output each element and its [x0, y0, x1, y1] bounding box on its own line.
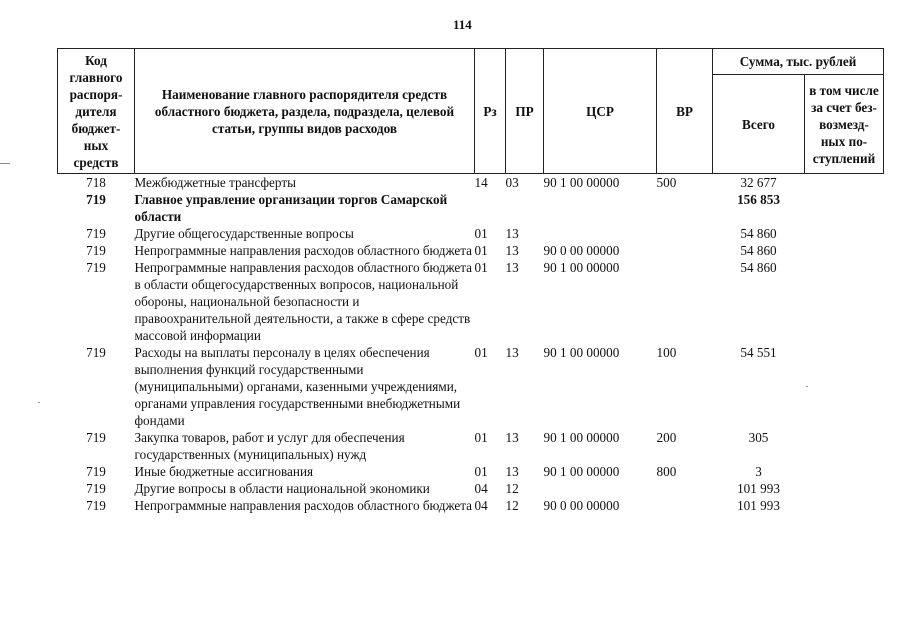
cell-name: Другие вопросы в области национальной экономики	[134, 481, 430, 496]
cell-including	[805, 344, 884, 429]
cell-name: Главное управление организации торгов Самарской области	[134, 192, 448, 224]
cell-vr: 800	[656, 464, 677, 479]
cell-total: 101 993	[737, 498, 780, 513]
cell-code: 719	[86, 243, 106, 258]
cell-total: 54 551	[740, 345, 777, 360]
scan-speck	[806, 386, 808, 387]
table-row	[58, 242, 884, 259]
cell-rz: 01	[474, 226, 488, 241]
cell-csr: 90 0 00 00000	[543, 498, 620, 513]
cell-pr: 13	[505, 345, 519, 360]
cell-pr: 13	[505, 430, 519, 445]
scan-speck	[38, 402, 40, 403]
header-csr: ЦСР	[544, 49, 657, 174]
cell-total: 54 860	[740, 226, 777, 241]
table-row	[58, 463, 884, 480]
cell-vr	[657, 497, 713, 514]
table-row	[58, 429, 884, 463]
cell-vr: 500	[656, 175, 677, 190]
cell-total: 305	[748, 430, 769, 445]
cell-name: Межбюджетные трансферты	[134, 175, 296, 190]
cell-including	[805, 242, 884, 259]
cell-rz: 04	[474, 498, 488, 513]
table-row	[58, 174, 884, 192]
cell-including	[805, 225, 884, 242]
header-rz: Рз	[475, 49, 506, 174]
cell-name: Закупка товаров, работ и услуг для обеспечения государственных (муниципальных) нужд	[134, 430, 405, 462]
cell-rz: 14	[474, 175, 488, 190]
cell-including	[805, 174, 884, 192]
cell-rz: 01	[474, 430, 488, 445]
cell-including	[805, 259, 884, 344]
table-row	[58, 480, 884, 497]
cell-vr	[657, 480, 713, 497]
header-sum-group: Сумма, тыс. рублей	[713, 49, 884, 75]
cell-csr: 90 1 00 00000	[543, 260, 620, 275]
cell-rz: 01	[474, 260, 488, 275]
header-including: в том числе за счет без-возмезд-ных по-ступлений	[805, 75, 884, 174]
cell-vr	[657, 259, 713, 344]
cell-pr	[506, 191, 544, 225]
cell-vr	[657, 242, 713, 259]
cell-rz: 04	[474, 481, 488, 496]
cell-rz: 01	[474, 345, 488, 360]
cell-pr: 12	[505, 481, 519, 496]
table-body	[58, 174, 884, 515]
header-vr: ВР	[657, 49, 713, 174]
cell-csr	[544, 225, 657, 242]
budget-table	[57, 48, 884, 514]
cell-pr: 13	[505, 260, 519, 275]
table-row	[58, 344, 884, 429]
cell-name: Расходы на выплаты персоналу в целях обеспечения выполнения функций государственными (муниципальными) органами, казенными учреждениями, органами управления государственными внебюджетными фондами	[134, 345, 461, 428]
cell-rz: 01	[474, 243, 488, 258]
cell-name: Непрограммные направления расходов областного бюджета в области общегосударственных вопросов, национальной обороны, национальной безопасности и правоохранительной деятельности, а также в сфере средств массовой информации	[134, 260, 473, 343]
cell-code: 719	[86, 481, 106, 496]
header-code: Код главного распоря-дителя бюджет-ных средств	[58, 49, 135, 174]
cell-including	[805, 497, 884, 514]
cell-code: 718	[86, 175, 106, 190]
cell-total: 54 860	[740, 260, 777, 275]
cell-csr	[544, 480, 657, 497]
table-header	[58, 49, 884, 174]
cell-code: 719	[86, 226, 106, 241]
cell-rz: 01	[474, 464, 488, 479]
cell-including	[805, 463, 884, 480]
cell-vr: 200	[656, 430, 677, 445]
cell-pr: 13	[505, 226, 519, 241]
cell-csr: 90 1 00 00000	[543, 345, 620, 360]
cell-total: 3	[755, 464, 762, 479]
cell-total: 101 993	[737, 481, 780, 496]
cell-total: 54 860	[740, 243, 777, 258]
cell-pr: 03	[505, 175, 519, 190]
cell-vr	[657, 191, 713, 225]
cell-vr: 100	[656, 345, 677, 360]
table-row	[58, 497, 884, 514]
header-pr: ПР	[506, 49, 544, 174]
cell-name: Непрограммные направления расходов областного бюджета	[134, 498, 473, 513]
cell-rz	[475, 191, 506, 225]
cell-code: 719	[86, 345, 106, 360]
cell-code: 719	[86, 430, 106, 445]
cell-pr: 13	[505, 243, 519, 258]
cell-code: 719	[86, 192, 106, 207]
cell-pr: 12	[505, 498, 519, 513]
header-name: Наименование главного распорядителя средств областного бюджета, раздела, подраздела, целевой статьи, группы видов расходов	[135, 49, 475, 174]
cell-csr	[544, 191, 657, 225]
cell-name: Непрограммные направления расходов областного бюджета	[134, 243, 473, 258]
cell-code: 719	[86, 464, 106, 479]
cell-including	[805, 191, 884, 225]
cell-csr: 90 1 00 00000	[543, 464, 620, 479]
header-total: Всего	[713, 75, 805, 174]
cell-code: 719	[86, 260, 106, 275]
cell-csr: 90 1 00 00000	[543, 175, 620, 190]
table-row	[58, 191, 884, 225]
cell-pr: 13	[505, 464, 519, 479]
scan-speck	[0, 163, 10, 164]
cell-csr: 90 1 00 00000	[543, 430, 620, 445]
page-number: 114	[453, 17, 472, 32]
cell-total: 156 853	[737, 192, 780, 207]
cell-csr: 90 0 00 00000	[543, 243, 620, 258]
cell-name: Другие общегосударственные вопросы	[134, 226, 354, 241]
cell-including	[805, 480, 884, 497]
cell-total: 32 677	[740, 175, 777, 190]
cell-name: Иные бюджетные ассигнования	[134, 464, 314, 479]
cell-code: 719	[86, 498, 106, 513]
table-row	[58, 225, 884, 242]
table-row	[58, 259, 884, 344]
cell-including	[805, 429, 884, 463]
cell-vr	[657, 225, 713, 242]
